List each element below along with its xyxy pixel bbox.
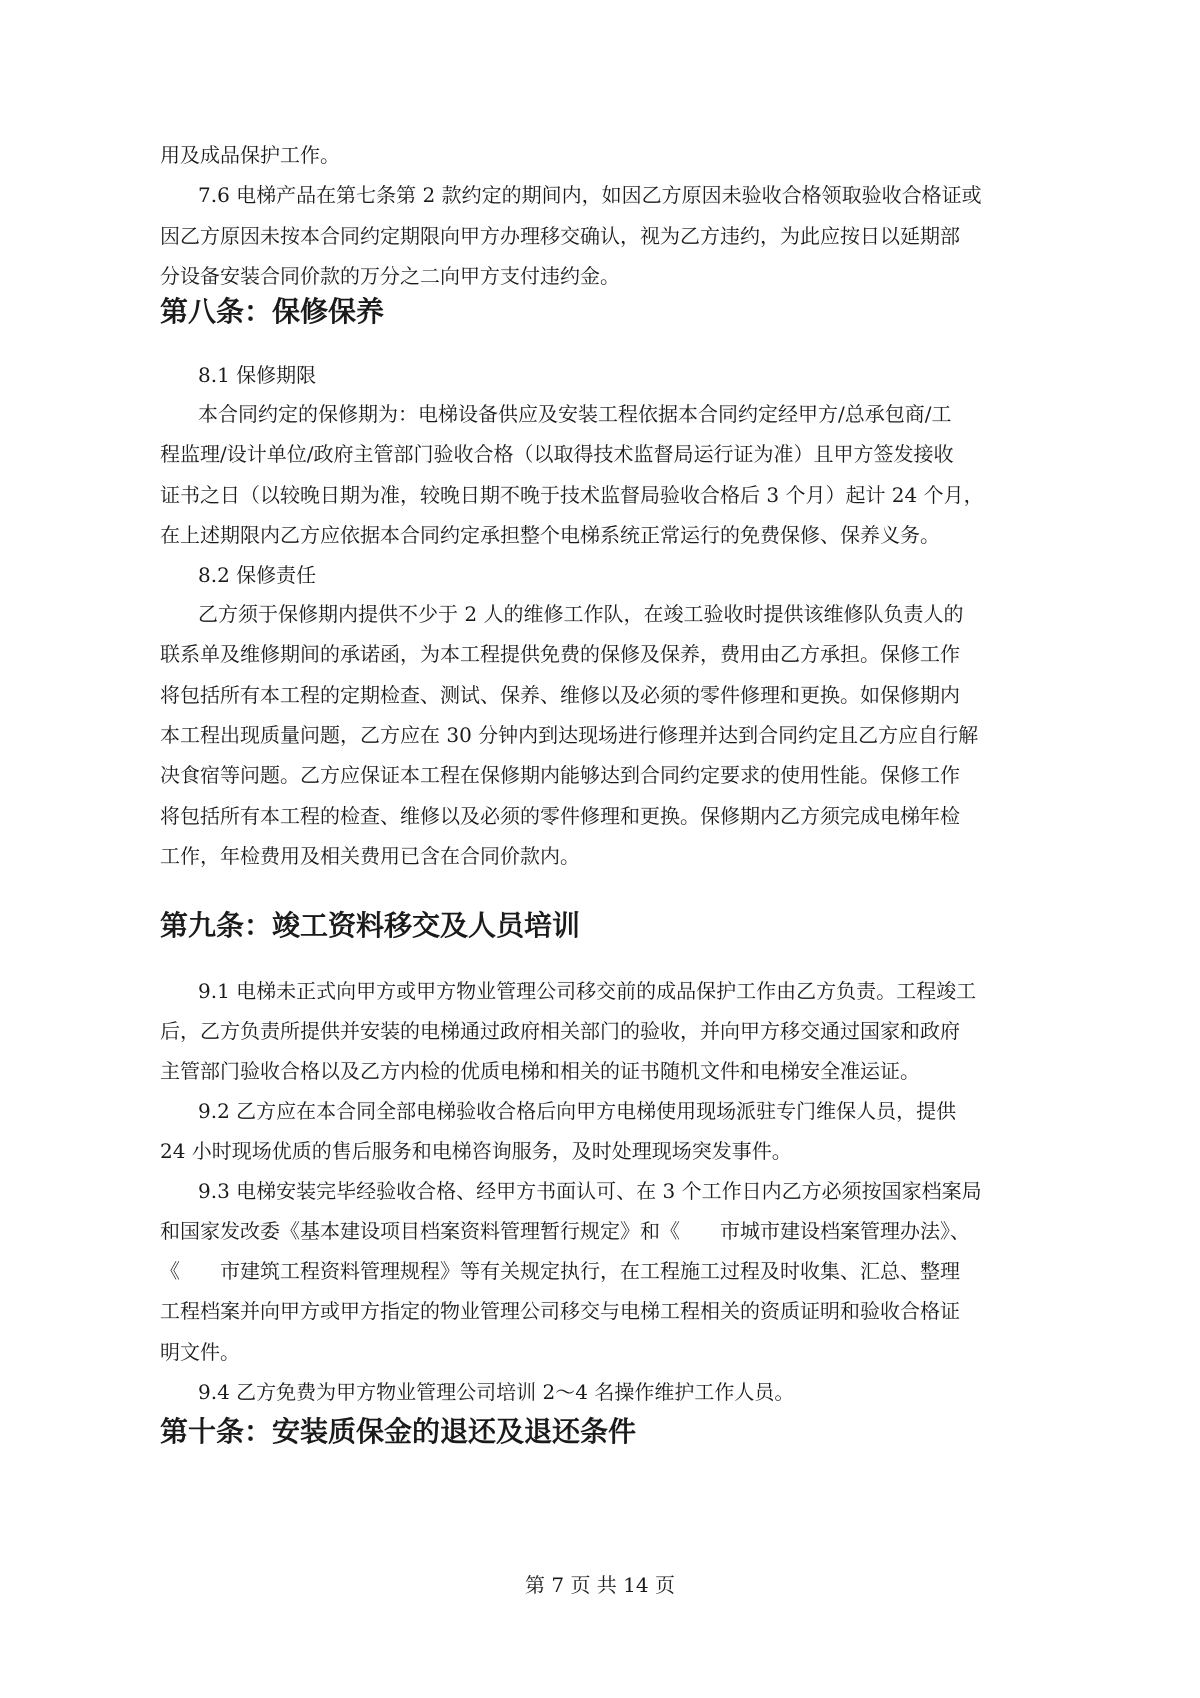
paragraph-line: 乙方须于保修期内提供不少于 2 人的维修工作队，在竣工验收时提供该维修队负责人的: [198, 602, 964, 626]
paragraph-line: 主管部门验收合格以及乙方内检的优质电梯和相关的证书随机文件和电梯安全准运证。: [160, 1059, 920, 1083]
page-number-footer: 第 7 页 共 14 页: [525, 1573, 675, 1597]
paragraph-line: 因乙方原因未按本合同约定期限向甲方办理移交确认，视为乙方违约，为此应按日以延期部: [160, 224, 960, 248]
section-heading: 第八条：保修保养: [160, 295, 385, 328]
paragraph-line: 后，乙方负责所提供并安装的电梯通过政府相关部门的验收，并向甲方移交通过国家和政府: [160, 1019, 960, 1043]
paragraph-line: 本合同约定的保修期为：电梯设备供应及安装工程依据本合同约定经甲方/总承包商/工: [198, 402, 952, 426]
paragraph-line: 本工程出现质量问题，乙方应在 30 分钟内到达现场进行修理并达到合同约定且乙方应自行解: [160, 723, 979, 747]
paragraph-line: 24 小时现场优质的售后服务和电梯咨询服务，及时处理现场突发事件。: [160, 1139, 792, 1163]
section-heading: 第十条：安装质保金的退还及退还条件: [160, 1415, 637, 1448]
paragraph-line: 明文件。: [160, 1340, 240, 1364]
paragraph-line: 在上述期限内乙方应依据本合同约定承担整个电梯系统正常运行的免费保修、保养义务。: [160, 523, 940, 547]
subsection-title: 8.1 保修期限: [198, 363, 317, 387]
paragraph-line: 将包括所有本工程的定期检查、测试、保养、维修以及必须的零件修理和更换。如保修期内: [160, 683, 960, 707]
paragraph-line: 工程档案并向甲方或甲方指定的物业管理公司移交与电梯工程相关的资质证明和验收合格证: [160, 1299, 960, 1323]
subsection-title: 8.2 保修责任: [198, 563, 317, 587]
paragraph-line: 决食宿等问题。乙方应保证本工程在保修期内能够达到合同约定要求的使用性能。保修工作: [160, 763, 960, 787]
paragraph-line: 联系单及维修期间的承诺函，为本工程提供免费的保修及保养，费用由乙方承担。保修工作: [160, 642, 960, 666]
section-heading: 第九条：竣工资料移交及人员培训: [160, 909, 581, 942]
paragraph-line: 9.1 电梯未正式向甲方或甲方物业管理公司移交前的成品保护工作由乙方负责。工程竣工: [198, 979, 977, 1003]
paragraph-line: 和国家发改委《基本建设项目档案资料管理暂行规定》和《 市城市建设档案管理办法》、: [160, 1219, 970, 1243]
paragraph-line: 程监理/设计单位/政府主管部门验收合格（以取得技术监督局运行证为准）且甲方签发接收: [160, 442, 954, 466]
paragraph-line: 9.2 乙方应在本合同全部电梯验收合格后向甲方电梯使用现场派驻专门维保人员，提供: [198, 1099, 957, 1123]
paragraph-line: 工作，年检费用及相关费用已含在合同价款内。: [160, 844, 580, 868]
paragraph-line: 9.4 乙方免费为甲方物业管理公司培训 2～4 名操作维护工作人员。: [198, 1380, 795, 1404]
paragraph-line: 分设备安装合同价款的万分之二向甲方支付违约金。: [160, 264, 620, 288]
paragraph-line: 7.6 电梯产品在第七条第 2 款约定的期间内，如因乙方原因未验收合格领取验收合格证或: [198, 183, 982, 207]
paragraph-line: 《 市建筑工程资料管理规程》等有关规定执行，在工程施工过程及时收集、汇总、整理: [160, 1259, 960, 1283]
paragraph-line: 9.3 电梯安装完毕经验收合格、经甲方书面认可、在 3 个工作日内乙方必须按国家档案局: [198, 1179, 982, 1203]
paragraph-line: 用及成品保护工作。: [160, 143, 340, 167]
paragraph-line: 将包括所有本工程的检查、维修以及必须的零件修理和更换。保修期内乙方须完成电梯年检: [160, 804, 960, 828]
paragraph-line: 证书之日（以较晚日期为准，较晚日期不晚于技术监督局验收合格后 3 个月）起计 24 个月，: [160, 483, 984, 507]
